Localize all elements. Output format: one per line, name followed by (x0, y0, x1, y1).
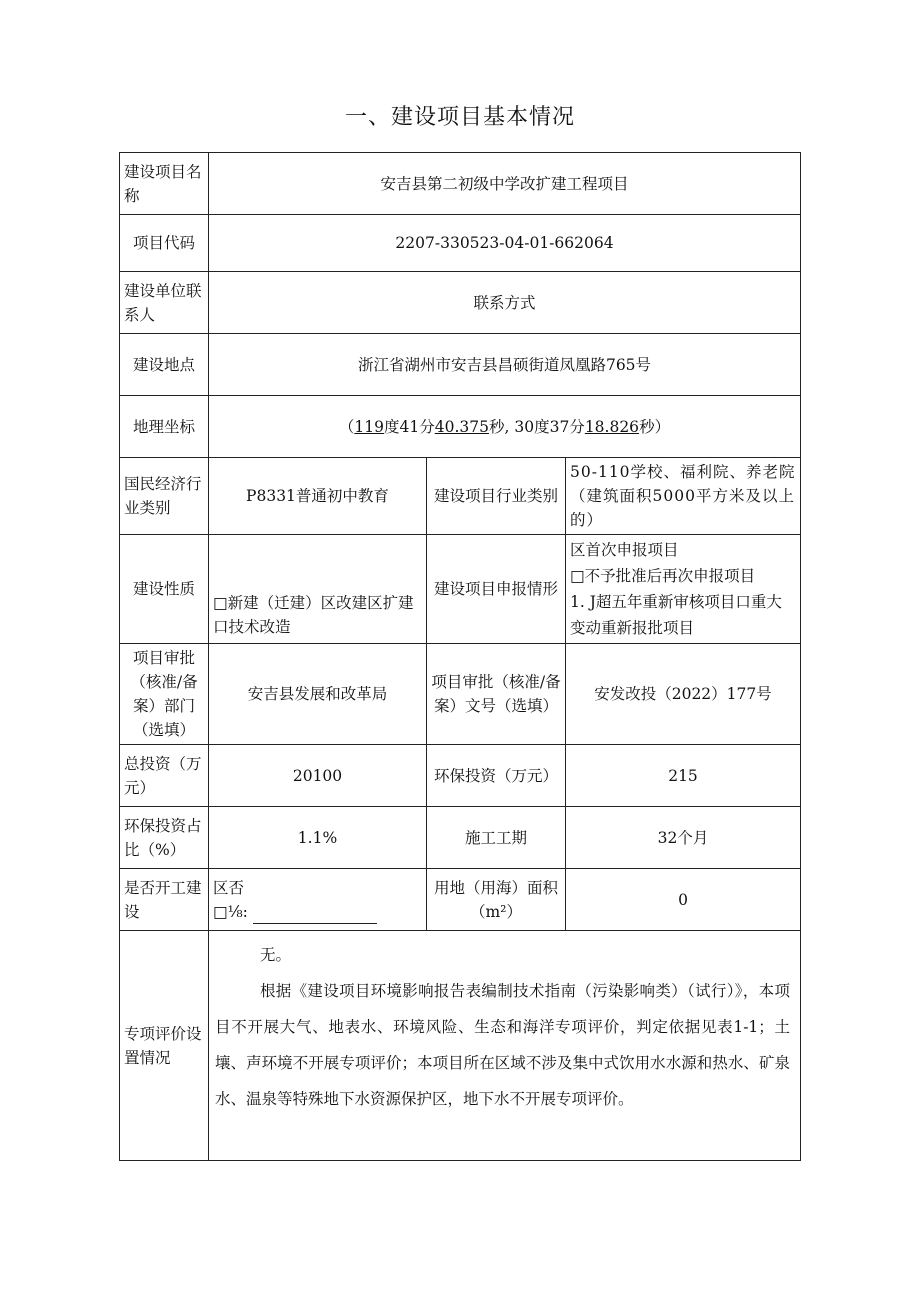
env-investment-value: 215 (566, 745, 801, 807)
coords-label: 地理坐标 (120, 396, 209, 458)
env-ratio-label: 环保投资占比（%） (120, 807, 209, 869)
location-value: 浙江省湖州市安吉县昌硕街道凤凰路765号 (209, 334, 801, 396)
table-row (120, 931, 801, 1161)
industry-value: P8331普通初中教育 (209, 458, 427, 535)
project-industry-value: 50-110学校、福利院、养老院（建筑面积5000平方米及以上的） (566, 458, 801, 535)
table-row (120, 396, 801, 458)
project-code-label: 项目代码 (120, 215, 209, 272)
application-type-label: 建设项目申报情形 (427, 535, 566, 644)
project-industry-label: 建设项目行业类别 (427, 458, 566, 535)
coords-lat-sec: 18.826 (584, 417, 640, 436)
approval-doc-value: 安发改投（2022）177号 (566, 644, 801, 745)
special-eval-para-1: 无。 (259, 946, 291, 964)
application-option: 区首次申报项目 (570, 541, 679, 559)
special-eval-label: 专项评价设置情况 (120, 931, 209, 1161)
coords-lon-deg: 119 (354, 417, 385, 436)
table-row (120, 458, 801, 535)
table-row (120, 869, 801, 931)
started-label: 是否开工建设 (120, 869, 209, 931)
application-option: □不予批准后再次申报项目 (570, 567, 756, 585)
project-code-value: 2207-330523-04-01-662064 (209, 215, 801, 272)
table-row (120, 272, 801, 334)
table-row (120, 807, 801, 869)
project-name-value: 安吉县第二初级中学改扩建工程项目 (209, 153, 801, 215)
table-row (120, 334, 801, 396)
approval-dept-value: 安吉县发展和改革局 (209, 644, 427, 745)
approval-dept-label: 项目审批（核准/备案）部门（选填） (120, 644, 209, 745)
application-type-options (566, 535, 801, 644)
project-info-table (119, 152, 801, 1161)
started-value (209, 869, 427, 931)
coords-mid: 秒, 30度37分 (489, 417, 585, 436)
started-blank-line (253, 907, 377, 924)
table-row (120, 535, 801, 644)
nature-label: 建设性质 (120, 535, 209, 644)
coords-lon-mid: 度41分 (384, 417, 435, 436)
special-eval-para-2: 根据《建设项目环境影响报告表编制技术指南（污染影响类）（试行）》，本项目不开展大气、地表水、环境风险、生态和海洋专项评价，判定依据见表1-1；土壤、声环境不开展专项评价；本项目所在区域不涉及集中式饮用水水源和热水、矿泉水、温泉等特殊地下水资源保护区，地下水不开展专项评价。 (215, 982, 790, 1108)
land-area-label: 用地（用海）面积（m²） (427, 869, 566, 931)
total-investment-label: 总投资（万元） (120, 745, 209, 807)
total-investment-value: 20100 (209, 745, 427, 807)
land-area-value: 0 (566, 869, 801, 931)
contact-value: 联系方式 (209, 272, 801, 334)
location-label: 建设地点 (120, 334, 209, 396)
page-title: 一、建设项目基本情况 (344, 105, 575, 130)
coords-open: （ (338, 417, 355, 436)
coords-lon-sec: 40.375 (434, 417, 489, 436)
special-eval-content (209, 931, 801, 1161)
nature-value: □新建（迁建）区改建区扩建口技术改造 (209, 535, 427, 644)
table-row (120, 745, 801, 807)
project-name-label: 建设项目名称 (120, 153, 209, 215)
contact-label: 建设单位联系人 (120, 272, 209, 334)
coords-close: 秒） (639, 417, 671, 436)
table-row (120, 644, 801, 745)
approval-doc-label: 项目审批（核准/备案）文号（选填） (427, 644, 566, 745)
started-option-no: 区否 (213, 878, 245, 897)
application-option: 1. J超五年重新审核项目口重大变动重新报批项目 (570, 593, 782, 637)
table-row (120, 215, 801, 272)
construction-period-label: 施工工期 (427, 807, 566, 869)
table-row (120, 153, 801, 215)
env-ratio-value: 1.1% (209, 807, 427, 869)
industry-label: 国民经济行业类别 (120, 458, 209, 535)
env-investment-label: 环保投资（万元） (427, 745, 566, 807)
coords-value (209, 396, 801, 458)
started-option-yes: □⅛: (213, 900, 422, 924)
construction-period-value: 32个月 (566, 807, 801, 869)
